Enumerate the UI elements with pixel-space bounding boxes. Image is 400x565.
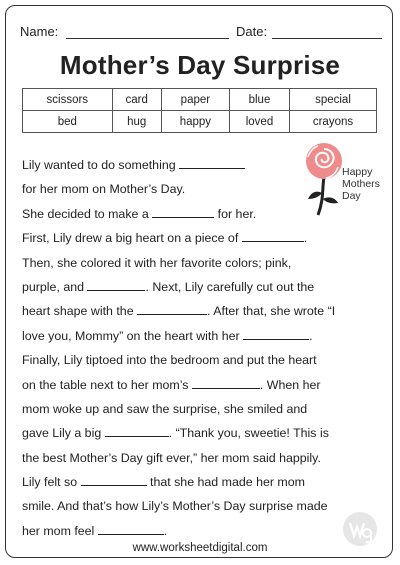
story-text-segment: . When her	[259, 377, 321, 392]
story-text-segment: for her.	[217, 206, 257, 221]
word-bank	[22, 88, 377, 133]
story-text-segment: the best Mother’s Day gift ever,” her mom said happily.	[22, 450, 321, 465]
story-text-segment: that she had made her mom	[150, 475, 305, 490]
story-line	[22, 324, 384, 348]
word-bank-cell: special	[289, 89, 376, 111]
word-bank-cell: loved	[229, 111, 289, 133]
footer-url: www.worksheetdigital.com	[132, 542, 268, 554]
header-row	[20, 24, 380, 42]
word-bank-row	[23, 111, 377, 133]
name-label: Name:	[20, 24, 59, 39]
word-bank-cell: hug	[112, 111, 161, 133]
clipart-line: Mothers	[342, 178, 380, 190]
story-text	[22, 153, 384, 543]
answer-blank[interactable]	[137, 300, 207, 315]
story-text-segment: . After that, she wrote “I	[207, 304, 336, 319]
story-line	[22, 373, 384, 397]
story-text-segment: First, Lily drew a big heart on a piece of	[22, 231, 239, 246]
worksheet-page	[5, 5, 393, 558]
clipart-line: Happy	[342, 166, 373, 178]
story-text-segment: on the table next to her mom’s	[22, 377, 189, 392]
word-bank-cell: scissors	[23, 89, 113, 111]
story-line	[22, 226, 384, 250]
date-label: Date:	[236, 24, 268, 39]
answer-blank[interactable]	[105, 422, 169, 437]
story-line	[22, 251, 384, 275]
clipart-line: Day	[342, 190, 361, 202]
story-line	[22, 348, 384, 372]
story-line	[22, 470, 384, 494]
story-text-segment: her mom feel	[22, 523, 95, 538]
story-text-segment: She decided to make a	[22, 206, 149, 221]
answer-blank[interactable]	[98, 520, 164, 535]
word-bank-row	[23, 89, 377, 111]
story-text-segment: heart shape with the	[22, 304, 134, 319]
answer-blank[interactable]	[87, 276, 145, 291]
story-text-segment: for her mom on Mother’s Day.	[22, 182, 186, 197]
story-text-segment: .	[309, 328, 313, 343]
name-line	[66, 38, 229, 39]
word-bank-cell: bed	[23, 111, 113, 133]
story-line	[22, 153, 384, 177]
answer-blank[interactable]	[152, 203, 214, 218]
word-bank-cell: card	[112, 89, 161, 111]
story-line	[22, 177, 384, 201]
word-bank-cell: paper	[161, 89, 229, 111]
date-line	[272, 38, 382, 39]
story-line	[22, 275, 384, 299]
story-text-segment: Then, she colored it with her favorite colors; pink,	[22, 255, 292, 270]
answer-blank[interactable]	[81, 471, 147, 486]
story-text-segment: .	[303, 231, 308, 246]
story-text-segment: Finally, Lily tiptoed into the bedroom and put the heart	[22, 353, 317, 368]
story-text-segment: . Next, Lily carefully cut out the	[145, 279, 315, 294]
story-text-segment: mom woke up and saw the surprise, she smiled and	[22, 401, 308, 416]
story-line	[22, 494, 384, 518]
story-line	[22, 519, 384, 543]
answer-blank[interactable]	[192, 374, 260, 389]
answer-blank[interactable]	[243, 325, 309, 340]
story-text-segment: love you, Mommy” on the heart with her	[22, 328, 240, 343]
story-line	[22, 421, 384, 445]
story-text-segment: gave Lily a big	[22, 426, 102, 441]
story-line	[22, 397, 384, 421]
story-text-segment: purple, and	[22, 279, 85, 294]
word-bank-cell: crayons	[289, 111, 376, 133]
answer-blank[interactable]	[179, 154, 245, 169]
story-text-segment: Lily wanted to do something	[22, 158, 176, 172]
story-text-segment: . “Thank you, sweetie! This is	[168, 426, 329, 441]
word-bank-cell: blue	[229, 89, 289, 111]
story-line	[22, 299, 384, 323]
story-line	[22, 446, 384, 470]
page-title: Mother’s Day Surprise	[59, 50, 341, 80]
story-text-segment: smile. And that’s how Lily’s Mother’s Day surprise made	[22, 499, 328, 514]
story-text-segment: Lily felt so	[22, 475, 78, 490]
answer-blank[interactable]	[242, 227, 304, 242]
story-text-segment: .	[163, 523, 168, 538]
word-bank-cell: happy	[161, 111, 229, 133]
story-line	[22, 202, 384, 226]
